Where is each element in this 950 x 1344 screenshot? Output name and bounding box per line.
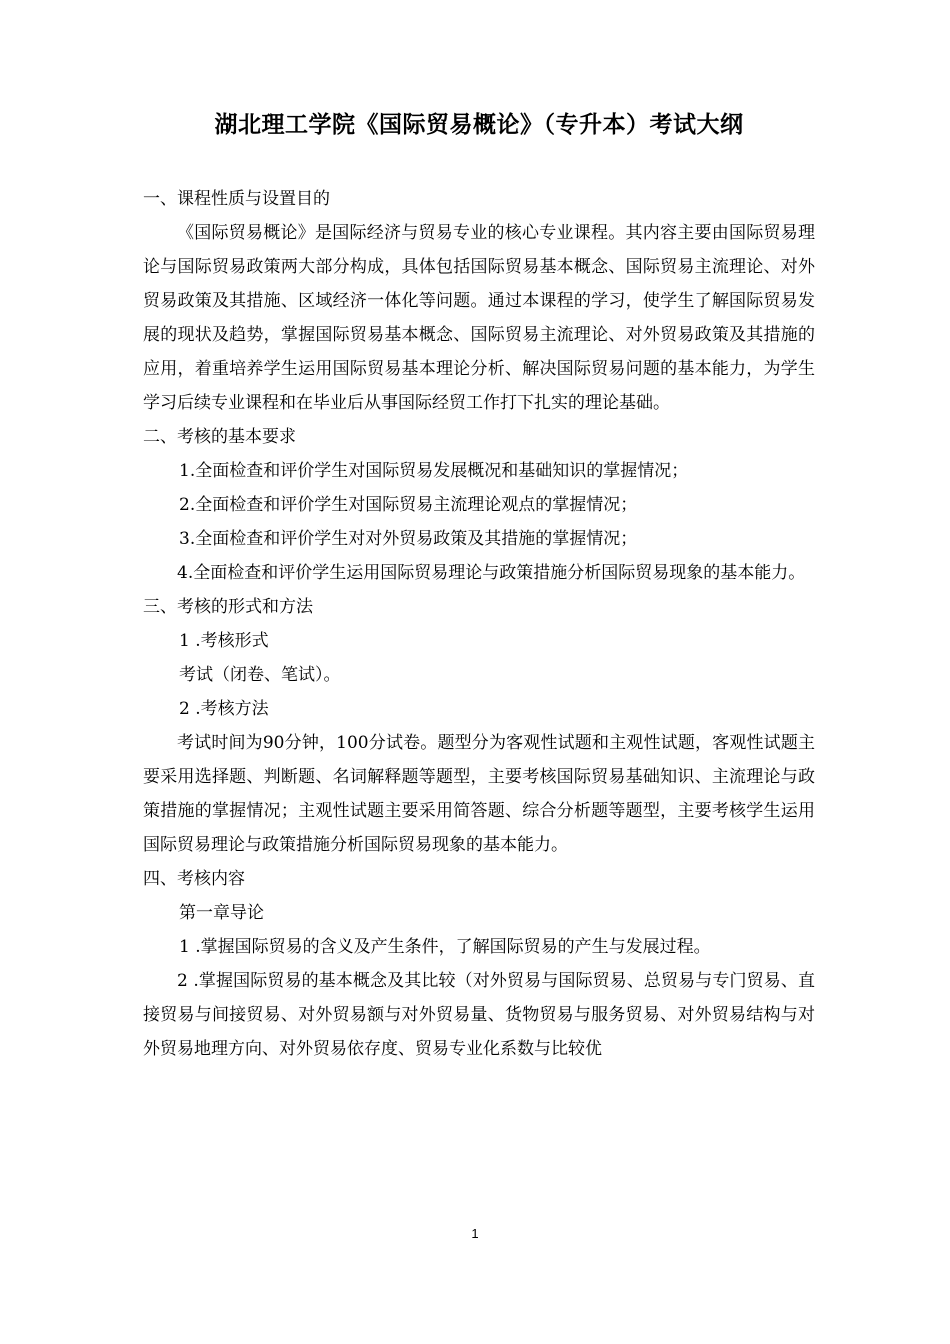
chapter-1-item-2: 2 .掌握国际贸易的基本概念及其比较（对外贸易与国际贸易、总贸易与专门贸易、直接贸易与间接贸易、对外贸易额与对外贸易量、货物贸易与服务贸易、对外贸易结构与对外贸易地理方向、对外贸易依存度、贸易专业化系数与比较优 <box>143 971 815 1059</box>
exam-form-text: 考试（闭卷、笔试）。 <box>179 665 341 685</box>
subsection-heading-exam-form: 1 .考核形式 <box>179 631 269 651</box>
requirement-item-3: 3.全面检查和评价学生对对外贸易政策及其措施的掌握情况； <box>179 529 638 549</box>
chapter-heading-1: 第一章导论 <box>179 903 264 923</box>
section-heading-3: 三、考核的形式和方法 <box>143 597 313 617</box>
section-heading-2: 二、考核的基本要求 <box>143 427 296 447</box>
section-1-paragraph: 《国际贸易概论》是国际经济与贸易专业的核心专业课程。其内容主要由国际贸易理论与国际贸易政策两大部分构成，具体包括国际贸易基本概念、国际贸易主流理论、对外贸易政策及其措施、区域经济一体化等问题。通过本课程的学习，使学生了解国际贸易发展的现状及趋势，掌握国际贸易基本概念、国际贸易主流理论、对外贸易政策及其措施的应用，着重培养学生运用国际贸易基本理论分析、解决国际贸易问题的基本能力，为学生学习后续专业课程和在毕业后从事国际经贸工作打下扎实的理论基础。 <box>143 223 815 413</box>
requirement-item-2: 2.全面检查和评价学生对国际贸易主流理论观点的掌握情况； <box>179 495 638 515</box>
requirement-item-4: 4.全面检查和评价学生运用国际贸易理论与政策措施分析国际贸易现象的基本能力。 <box>177 563 806 583</box>
requirement-item-1: 1.全面检查和评价学生对国际贸易发展概况和基础知识的掌握情况； <box>179 461 689 481</box>
section-heading-1: 一、课程性质与设置目的 <box>143 189 330 209</box>
exam-method-paragraph: 考试时间为90分钟，100分试卷。题型分为客观性试题和主观性试题，客观性试题主要采用选择题、判断题、名词解释题等题型，主要考核国际贸易基础知识、主流理论与政策措施的掌握情况；主观性试题主要采用简答题、综合分析题等题型，主要考核学生运用国际贸易理论与政策措施分析国际贸易现象的基本能力。 <box>143 733 815 855</box>
page-number: 1 <box>471 1226 479 1241</box>
document-page <box>143 108 815 1066</box>
document-title: 湖北理工学院《国际贸易概论》（专升本）考试大纲 <box>214 111 744 138</box>
section-heading-4: 四、考核内容 <box>143 869 245 889</box>
subsection-heading-exam-method: 2 .考核方法 <box>179 699 269 719</box>
chapter-1-item-1: 1 .掌握国际贸易的含义及产生条件，了解国际贸易的产生与发展过程。 <box>179 937 711 957</box>
